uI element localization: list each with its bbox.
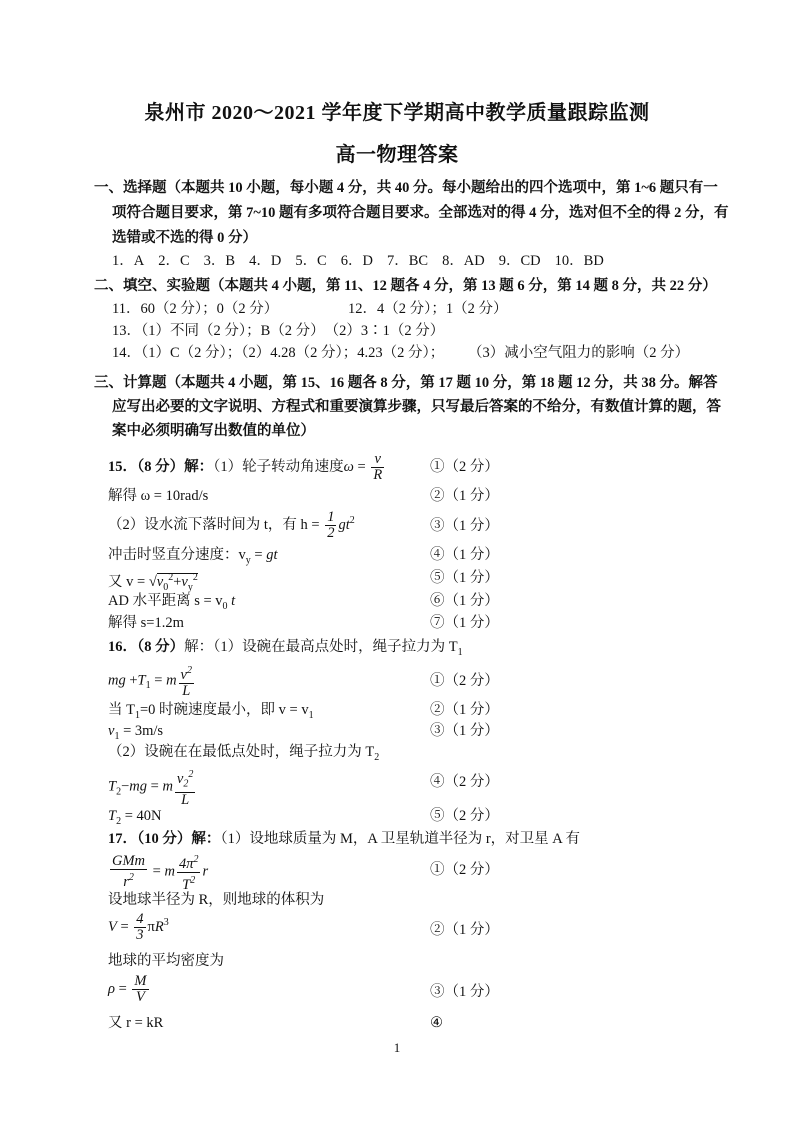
- q17-step5: ρ = $\frac{M}{V}$: [108, 973, 147, 1005]
- q16-step2-text: 当 T: [108, 702, 135, 718]
- q15-label: 15．（8 分）解：: [108, 458, 214, 475]
- formula-v22-over-L: $\frac{v_2^2}{L}$: [176, 769, 194, 808]
- q15-point-4: ④（1 分）: [430, 547, 499, 563]
- formula-4pi2-over-T2: $\frac{4\pi^2}{T^2}$: [178, 854, 199, 893]
- q16-point-4: ④（2 分）: [430, 774, 499, 790]
- q14-answer-part2: （3）减小空气阻力的影响（2 分）: [468, 345, 690, 361]
- q15-step5-text: 又 v =: [108, 573, 146, 590]
- q15-point-1: ①（2 分）: [430, 459, 499, 475]
- q17-step1: $\frac{\text{GMm}}{r^2}$ = m $\frac{4\pi^2}{T^2}$ r: [112, 853, 209, 893]
- q16-step2-text-b: =0 时碗速度最小，即 v = v: [139, 702, 309, 718]
- q15-point-3: ③（1 分）: [430, 518, 499, 534]
- q16-step6-text: = 40N: [121, 808, 162, 824]
- q17-intro-text: （1）设地球质量为 M，A 卫星轨道半径为 r，对卫星 A 有: [220, 831, 581, 847]
- formula-one-half: $\frac{1}{2}$: [327, 509, 335, 541]
- q17-intro: [108, 829, 580, 849]
- q16-point-5: ⑤（2 分）: [430, 808, 499, 824]
- q17-step2: 设地球半径为 R，则地球的体积为: [108, 892, 325, 908]
- q16-step3-var: v: [108, 723, 115, 739]
- answer-item: 7．BC: [386, 253, 429, 269]
- section1-answers: [112, 251, 618, 271]
- section2-heading: 二、填空、实验题（本题共 4 小题，第 11、12 题各 4 分，第 13 题 6 分，第 14 题 8 分，共 22 分）: [94, 278, 717, 294]
- answer-item: 3．B: [203, 253, 236, 269]
- page-title: 泉州市 2020～2021 学年度下学期高中教学质量跟踪监测: [144, 102, 650, 124]
- q17-step4: 地球的平均密度为: [108, 953, 224, 969]
- q16-step2: 当 $T_1=0$ 时碗速度最小，即 $v = v_1$: [108, 702, 314, 721]
- q14-answer-part1: 14．（1）C（2 分）；（2）4.28（2 分）；4.23（2 分）；: [112, 345, 445, 361]
- q16-step4: （2）设碗在在最低点处时，绳子拉力为 $T_2$: [108, 744, 380, 763]
- section1-heading-line1: 一、选择题（本题共 10 小题，每小题 4 分，共 40 分。每小题给出的四个选项中，第 1~6 题只有一: [94, 180, 718, 196]
- q17-label: 17．（10 分）解：: [108, 831, 221, 847]
- q17-point-2: ②（1 分）: [430, 922, 499, 938]
- q16-step3-text: = 3m/s: [119, 723, 164, 739]
- section1-heading-line2: 项符合题目要求，第 7~10 题有多项符合题目要求。全部选对的得 4 分，选对但不全的得 2 分，有: [112, 205, 729, 221]
- q16-point-3: ③（1 分）: [430, 723, 499, 739]
- q13-answer: 13．（1）不同（2 分）；B（2 分） （2）3∶1（2 分）: [112, 323, 445, 339]
- formula-M-over-V: $\frac{M}{V}$: [134, 973, 147, 1005]
- q15-point-7: ⑦（1 分）: [430, 615, 499, 631]
- answer-item: 8．AD: [442, 253, 485, 269]
- answer-item: 5．C: [295, 253, 327, 269]
- q16-step4-text: （2）设碗在在最低点处时，绳子拉力为 T: [108, 744, 375, 760]
- answer-item: 10．BD: [554, 253, 604, 269]
- q16-point-2: ②（1 分）: [430, 702, 499, 718]
- section3-heading-line1: 三、计算题（本题共 4 小题，第 15、16 题各 8 分，第 17 题 10 分，第 18 题 12 分，共 38 分。解答: [94, 375, 718, 391]
- q16-label: 16．（8 分）: [108, 639, 185, 655]
- answer-item: 2．C: [158, 253, 190, 269]
- q15-point-5: ⑤（1 分）: [430, 570, 499, 586]
- section1-heading-line3: 选错或不选的得 0 分）: [112, 230, 257, 246]
- section3-heading-line2: 应写出必要的文字说明、方程式和重要演算步骤，只写最后答案的不给分，有数值计算的题，答: [112, 399, 721, 415]
- q16-step6-var: T: [108, 808, 117, 824]
- q15-step3-text: （2）设水流下落时间为 t，有 h =: [108, 516, 320, 533]
- q15-step5: 又 $v = √v_0^2+v_y^2$: [108, 572, 198, 593]
- answer-item: 1．A: [112, 253, 145, 269]
- q17-step6: 又 r = kR: [108, 1015, 164, 1031]
- answer-item: 9．CD: [498, 253, 541, 269]
- q16-step5: $T_2-mg = m$ $\frac{v_2^2}{L}$: [108, 769, 194, 808]
- q16-step1: mg $+T_1 = m$ $\frac{v^2}{L}$: [108, 665, 192, 699]
- q16-point-1: ①（2 分）: [430, 673, 499, 689]
- q15-point-2: ②（1 分）: [430, 488, 499, 504]
- q17-point-1: ①（2 分）: [430, 862, 499, 878]
- q17-point-3: ③（1 分）: [430, 984, 499, 1000]
- q15-step1-text: （1）轮子转动角速度: [213, 458, 344, 475]
- page-number: 1: [393, 1040, 401, 1055]
- q15-step7: 解得 s=1.2m: [108, 615, 184, 631]
- q17-point-4: ④: [430, 1015, 443, 1031]
- q15-step6-text: AD 水平距离 s = v: [108, 593, 223, 609]
- formula-v-over-R: $\frac{v}{R}$: [373, 451, 383, 483]
- q16-step3: $v_1 = 3m/s$: [108, 723, 164, 742]
- q11-answer: 11．60（2 分）；0（2 分）: [112, 301, 279, 317]
- q12-answer: 12．4（2 分）；1（2 分）: [348, 301, 508, 317]
- section3-heading-line3: 案中必须明确写出数值的单位）: [112, 423, 315, 439]
- q16-intro: 16．（8 分）解：（1）设碗在最高点处时，绳子拉力为 $T_1$: [108, 639, 463, 658]
- q15-step1: 15．（8 分）解：（1）轮子转动角速度ω = $\frac{v}{R}$: [108, 451, 383, 483]
- q17-step3: V = $\frac{4}{3}$ $\pi R^3$: [108, 911, 169, 943]
- formula-4-over-3: $\frac{4}{3}$: [136, 911, 144, 943]
- q15-step4-text: 冲击时竖直分速度：v: [108, 547, 246, 563]
- formula-v2-over-L: $\frac{v^2}{L}$: [180, 665, 192, 699]
- q15-step3: （2）设水流下落时间为 t，有 h = $\frac{1}{2}$ $gt^2$: [108, 509, 355, 541]
- answer-item: 4．D: [249, 253, 282, 269]
- q15-step4: 冲击时竖直分速度：$v_y$ = gt: [108, 547, 278, 566]
- q15-step2: 解得 ω = 10rad/s: [108, 488, 209, 504]
- formula-GMm-over-r2: $\frac{\text{GMm}}{r^2}$: [112, 853, 146, 891]
- q16-step6: $T_2 = 40N$: [108, 808, 162, 827]
- q15-point-6: ⑥（1 分）: [430, 593, 499, 609]
- page-subtitle: 高一物理答案: [335, 144, 459, 166]
- answer-item: 6．D: [340, 253, 373, 269]
- q16-intro-text: 解：（1）设碗在最高点处时，绳子拉力为 T: [184, 639, 458, 655]
- q15-step6: AD 水平距离 $s = v_0$ t: [108, 593, 236, 612]
